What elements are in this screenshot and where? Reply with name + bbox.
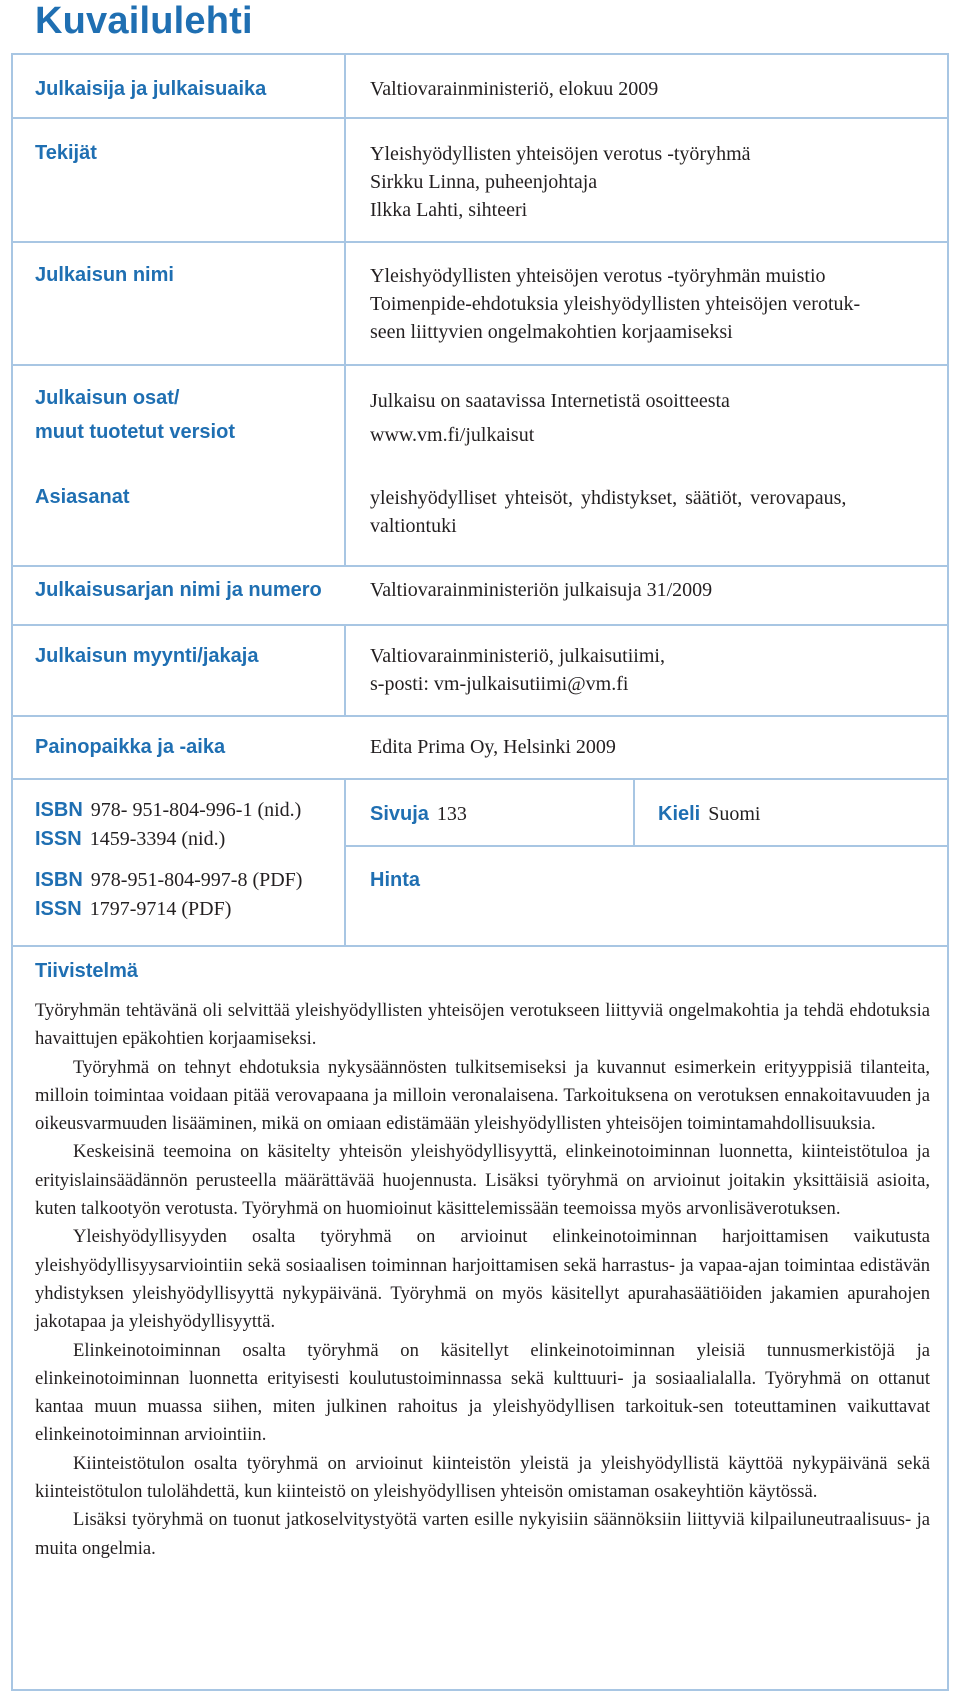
keywords-value xyxy=(370,484,846,540)
abstract-title: Tiivistelmä xyxy=(35,960,139,982)
publication-parts-value xyxy=(370,384,730,452)
row-divider xyxy=(13,364,947,366)
printing-value: Edita Prima Oy, Helsinki 2009 xyxy=(370,736,616,758)
identifier-value: 1797-9714 (PDF) xyxy=(89,898,232,920)
authors-line: Ilkka Lahti, sihteeri xyxy=(370,199,528,221)
abstract-paragraph: Työryhmän tehtävänä oli selvittää yleishyödyllisten yhteisöjen verotukseen liittyviä ongelmakohtia ja tehdä ehdotuksia havaittujen epäkohtien korjaamiseksi. xyxy=(35,1000,930,1050)
keywords-line: yleishyödylliset yhteisöt, yhdistykset, säätiöt, verovapaus, xyxy=(370,487,847,509)
publication-name-label: Julkaisun nimi xyxy=(35,264,174,286)
identifier-isbn-print xyxy=(35,796,302,825)
printing-label: Painopaikka ja -aika xyxy=(35,736,226,758)
price-field xyxy=(370,866,428,894)
keywords-label: Asiasanat xyxy=(35,486,130,508)
identifier-issn-pdf xyxy=(35,895,302,924)
distribution-line: Valtiovarainministeriö, julkaisutiimi, xyxy=(370,645,665,667)
publication-parts-label-line: muut tuotetut versiot xyxy=(35,421,235,443)
identifier-key: ISSN xyxy=(35,898,82,920)
row-divider xyxy=(13,117,947,119)
series-value: Valtiovarainministeriön julkaisuja 31/2009 xyxy=(370,579,713,601)
publisher-label: Julkaisija ja julkaisuaika xyxy=(35,78,267,100)
abstract-paragraph: Elinkeinotoiminnan osalta työryhmä on käsitellyt elinkeinotoiminnan yleisiä tunnusmerkistöjä ja elinkeinotoiminnan luonnetta erityisesti koulutustoiminnassa sekä kulttuuri- ja sosiaalialalla. Työryhmä on ottanut kantaa muun muassa siihen, miten julkinen rahoitus ja yleishyödyllisen tarkoituk-sen toteuttaminen vaikuttavat elinkeinotoiminnan arviointiin. xyxy=(35,1339,930,1446)
identifier-key: ISBN xyxy=(35,869,83,891)
column-divider xyxy=(344,624,346,715)
language-field xyxy=(658,800,761,828)
identifier-issn-print xyxy=(35,825,302,854)
publication-name-line: seen liittyvien ongelmakohtien korjaamiseksi xyxy=(370,321,733,343)
abstract-paragraph: Työryhmä on tehnyt ehdotuksia nykysäännösten tulkitsemiseksi ja kuvannut esimerkein erityyppisiä tilanteita, milloin toimintaa voidaan pitää verovapaana ja milloin veronalaisena. Tarkoituksena on verotuksen ennakoitavuuden ja oikeusvarmuuden lisääminen, mikä on omiaan edistämään yleishyödyllisten yhteisöjen toimintamahdollisuuksia. xyxy=(35,1056,930,1135)
keywords-line: valtiontuki xyxy=(370,515,457,537)
price-label: Hinta xyxy=(370,869,420,891)
pages-value: 133 xyxy=(436,803,467,825)
row-divider xyxy=(13,778,947,780)
row-divider xyxy=(13,565,947,567)
publisher-value: Valtiovarainministeriö, elokuu 2009 xyxy=(370,78,659,100)
publication-name-line: Toimenpide-ehdotuksia yleishyödyllisten yhteisöjen verotuk- xyxy=(370,293,861,315)
identifier-value: 1459-3394 (nid.) xyxy=(89,828,226,850)
identifier-isbn-pdf xyxy=(35,866,302,895)
authors-line: Yleishyödyllisten yhteisöjen verotus -työryhmä xyxy=(370,143,751,165)
abstract-paragraph: Yleishyödyllisyyden osalta työryhmä on arvioinut elinkeinotoiminnan harjoittamisen vaikutusta yleishyödyllisyysarviointiin sekä sosiaalisen toiminnan harjoittamisen sekä harrastus- ja vapaa-ajan toimintaa edistävän yhdistyksen yleishyödyllisyyttä nykypäivänä. Työryhmä on myös käsitellyt apurahasäätiöiden jakamien apurahojen jakotapaa ja yleishyödyllisyyttä. xyxy=(35,1226,930,1333)
pages-label: Sivuja xyxy=(370,803,429,825)
pages-field xyxy=(370,800,467,828)
identifier-key: ISSN xyxy=(35,828,82,850)
distribution-value xyxy=(370,642,665,698)
column-divider xyxy=(344,55,346,565)
column-divider xyxy=(633,778,635,845)
abstract-paragraph: Kiinteistötulon osalta työryhmä on arvioinut kiinteistön yleistä ja yleishyödyllistä käyttöä nykypäivänä sekä kiinteistötulon tulolähdettä, kun kiinteistö on yleishyödyllisen yhteisön omistaman osakeyhtiön käytössä. xyxy=(35,1452,930,1503)
publication-parts-link[interactable]: www.vm.fi/julkaisut xyxy=(370,424,535,446)
abstract-paragraph: Keskeisinä teemoina on käsitelty yhteisön yleishyödyllisyyttä, elinkeinotoiminnan luonnetta, kiinteistötuloa ja erityislainsäädännön perusteella määrättävää huojennusta. Lisäksi työryhmä on arvioinut joitakin yksittäisiä asioita, kuten talkootyön verotusta. Työryhmä on huomioinut käsittelemissään teemoissa myös arvonlisäverotuksen. xyxy=(35,1141,930,1220)
row-divider xyxy=(13,624,947,626)
series-label: Julkaisusarjan nimi ja numero xyxy=(35,579,322,601)
publication-parts-line: Julkaisu on saatavissa Internetistä osoitteesta xyxy=(370,390,730,412)
identifier-value: 978- 951-804-996-1 (nid.) xyxy=(90,799,302,821)
distribution-email[interactable]: s-posti: vm-julkaisutiimi@vm.fi xyxy=(370,673,629,695)
authors-line: Sirkku Linna, puheenjohtaja xyxy=(370,171,598,193)
authors-value xyxy=(370,140,751,224)
publication-name-line: Yleishyödyllisten yhteisöjen verotus -työryhmän muistio xyxy=(370,265,826,287)
row-divider xyxy=(13,945,947,947)
row-divider xyxy=(346,845,947,847)
language-value: Suomi xyxy=(708,803,761,825)
abstract-body xyxy=(35,997,930,1563)
identifiers-block xyxy=(35,796,302,924)
distribution-label: Julkaisun myynti/jakaja xyxy=(35,645,259,667)
row-divider xyxy=(13,241,947,243)
column-divider xyxy=(344,778,346,945)
identifier-key: ISBN xyxy=(35,799,83,821)
publication-parts-label xyxy=(35,381,235,449)
authors-label: Tekijät xyxy=(35,142,97,164)
publication-parts-label-line: Julkaisun osat/ xyxy=(35,387,180,409)
identifier-value: 978-951-804-997-8 (PDF) xyxy=(90,869,303,891)
page-title: Kuvailulehti xyxy=(35,0,253,42)
publication-name-value xyxy=(370,262,860,346)
language-label: Kieli xyxy=(658,803,701,825)
row-divider xyxy=(13,715,947,717)
abstract-paragraph: Lisäksi työryhmä on tuonut jatkoselvitystyötä varten esille nykyisiin säännöksiin liittyviä kilpailuneutraalisuus- ja muita ongelmia. xyxy=(35,1509,930,1559)
